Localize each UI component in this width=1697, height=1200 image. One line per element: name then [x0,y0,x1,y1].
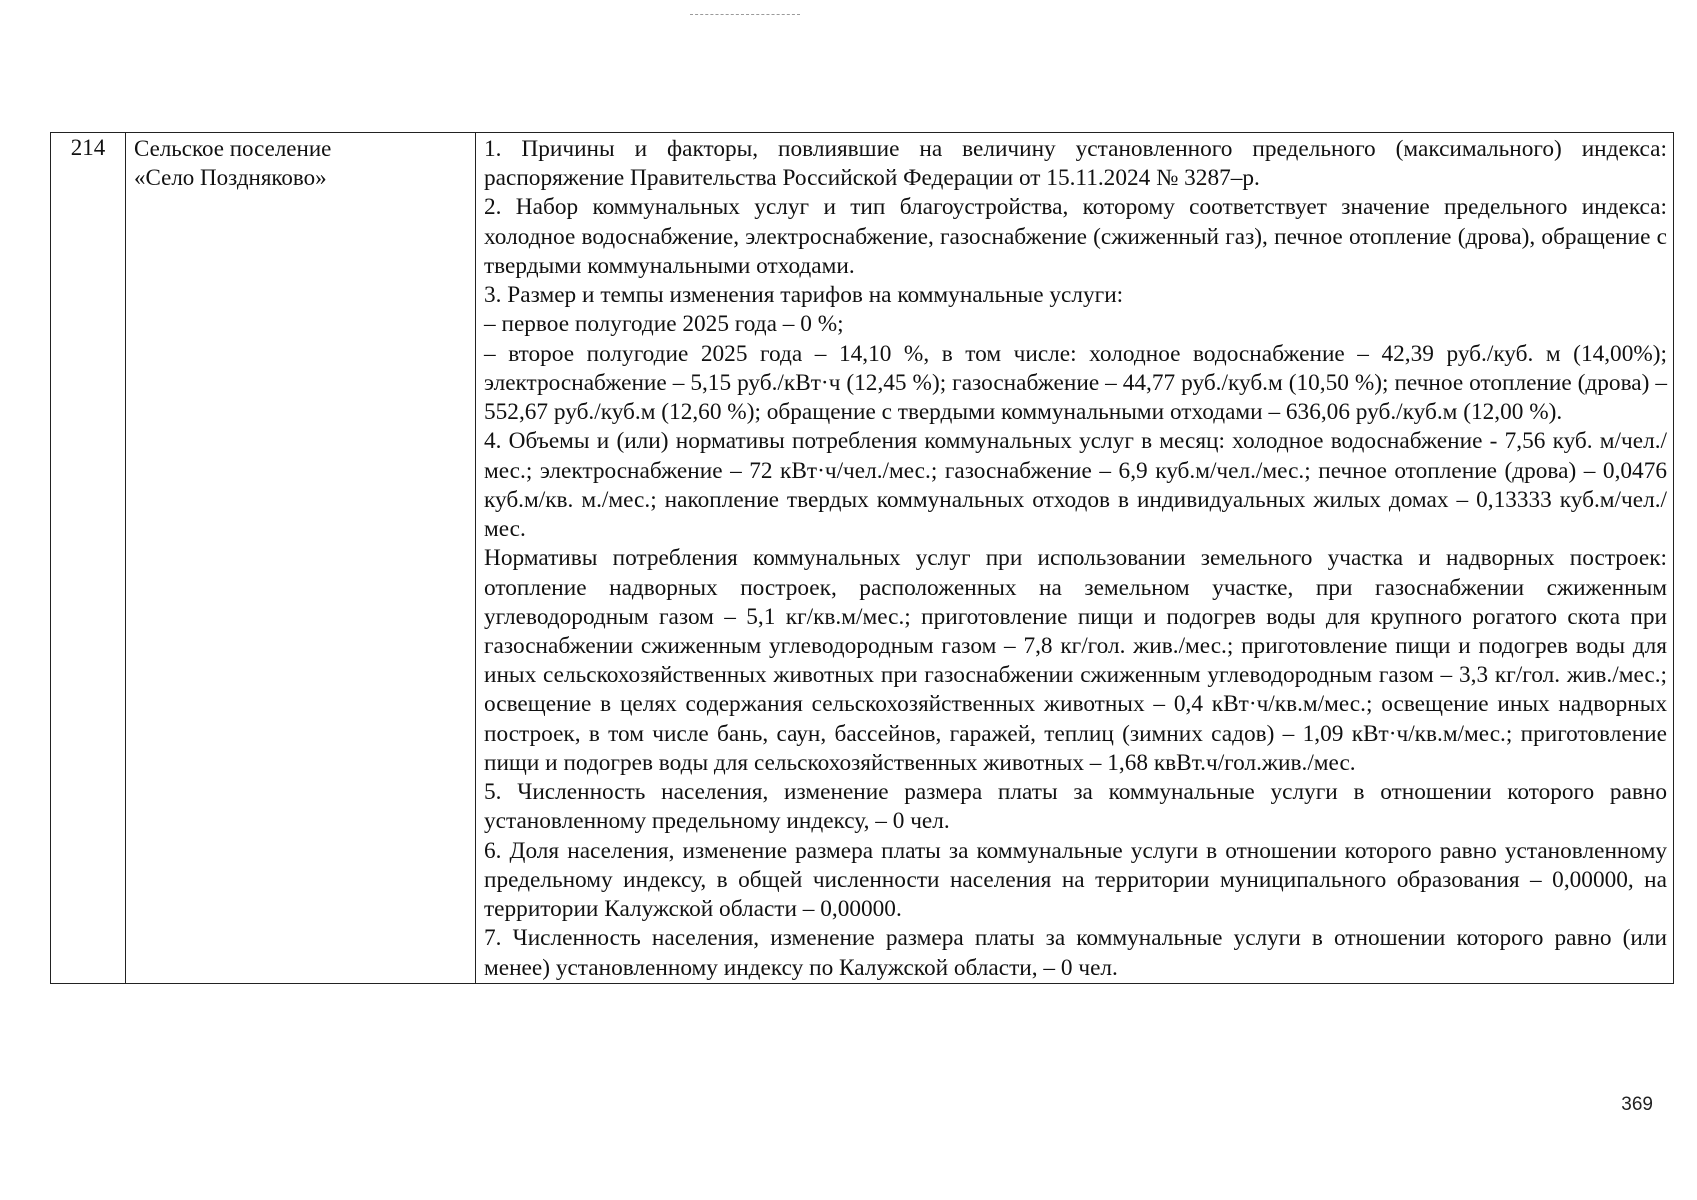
paragraph-first-half: – первое полугодие 2025 года – 0 %; [484,311,844,338]
row-number: 214 [70,135,106,160]
settlement-name: «Село Поздняково» [134,164,327,190]
table-row [51,133,1674,984]
paragraph-population-count: 5. Численность населения, изменение размера платы за коммунальные услуги в отношении которого равно установленному предельному индексу, – 0 чел. [484,779,1667,835]
settlement-name-cell [126,133,476,984]
paragraph-land-plot-norms: Нормативы потребления коммунальных услуг при использовании земельного участка и надворных построек: отопление надворных построек, расположенных на земельном участке, при газоснабжении сжиженным углеводородным газом – 5,1 кг/кв.м/мес.; приготовление пищи и подогрев воды для крупного рогатого скота при газоснабжении сжиженным углеводородным газом – 7,8 кг/гол. жив./мес.; приготовление пищи и подогрев воды для иных сельскохозяйственных животных при газоснабжении сжиженным углеводородным газом – 3,3 кг/гол. жив./мес.; освещение в целях содержания сельскохозяйственных животных – 0,4 кВт·ч/кв.м/мес.; освещение иных надворных построек, в том числе бань, саун, бассейнов, гаражей, теплиц (зимних садов) – 1,09 кВт·ч/кв.м/мес.; приготовление пищи и подогрев воды для сельскохозяйственных животных – 1,68 квВт.ч/гол.жив./мес. [484,545,1667,776]
top-scan-mark [690,14,800,17]
row-number-cell [51,133,126,984]
paragraph-services-set: 2. Набор коммунальных услуг и тип благоустройства, которому соответствует значение предельного индекса: холодное водоснабжение, электроснабжение, газоснабжение (сжиженный газ), печное отопление (дрова), обращение с твердыми коммунальными отходами. [484,194,1667,279]
page-number: 369 [1621,1094,1653,1115]
paragraph-population-regional: 7. Численность населения, изменение размера платы за коммунальные услуги в отношении которого равно (или менее) установленному индексу по Калужской области, – 0 чел. [484,925,1667,981]
settlement-type: Сельское поселение [134,136,332,161]
paragraph-population-share: 6. Доля населения, изменение размера платы за коммунальные услуги в отношении которого равно установленному предельному индексу, в общей численности населения на территории муниципального образования – 0,00000, на территории Калужской области – 0,00000. [484,837,1667,923]
indicator-description-cell [476,133,1674,984]
paragraph-tariff-change: 3. Размер и темпы изменения тарифов на коммунальные услуги: [484,282,1124,309]
tariff-table [50,132,1674,984]
paragraph-second-half: – второе полугодие 2025 года – 14,10 %, в том числе: холодное водоснабжение – 42,39 руб./куб. м (14,00%); электроснабжение – 5,15 руб./кВт·ч (12,45 %); газоснабжение – 44,77 руб./куб.м (10,50 %); печное отопление (дрова) – 552,67 руб./куб.м (12,60 %); обращение с твердыми коммунальными отходами – 636,06 руб./куб.м (12,00 %). [484,340,1667,426]
paragraph-reasons: 1. Причины и факторы, повлиявшие на величину установленного предельного (максимального) индекса: распоряжение Правительства Российской Федерации от 15.11.2024 № 3287–р. [484,136,1667,192]
paragraph-consumption-norms: 4. Объемы и (или) нормативы потребления коммунальных услуг в месяц: холодное водоснабжение - 7,56 куб. м/чел./мес.; электроснабжение – 72 кВт·ч/чел./мес.; газоснабжение – 6,9 куб.м/чел./мес.; печное отопление (дрова) – 0,0476 куб.м/кв. м./мес.; накопление твердых коммунальных отходов в индивидуальных жилых домах – 0,13333 куб.м/чел./мес. [484,428,1667,543]
